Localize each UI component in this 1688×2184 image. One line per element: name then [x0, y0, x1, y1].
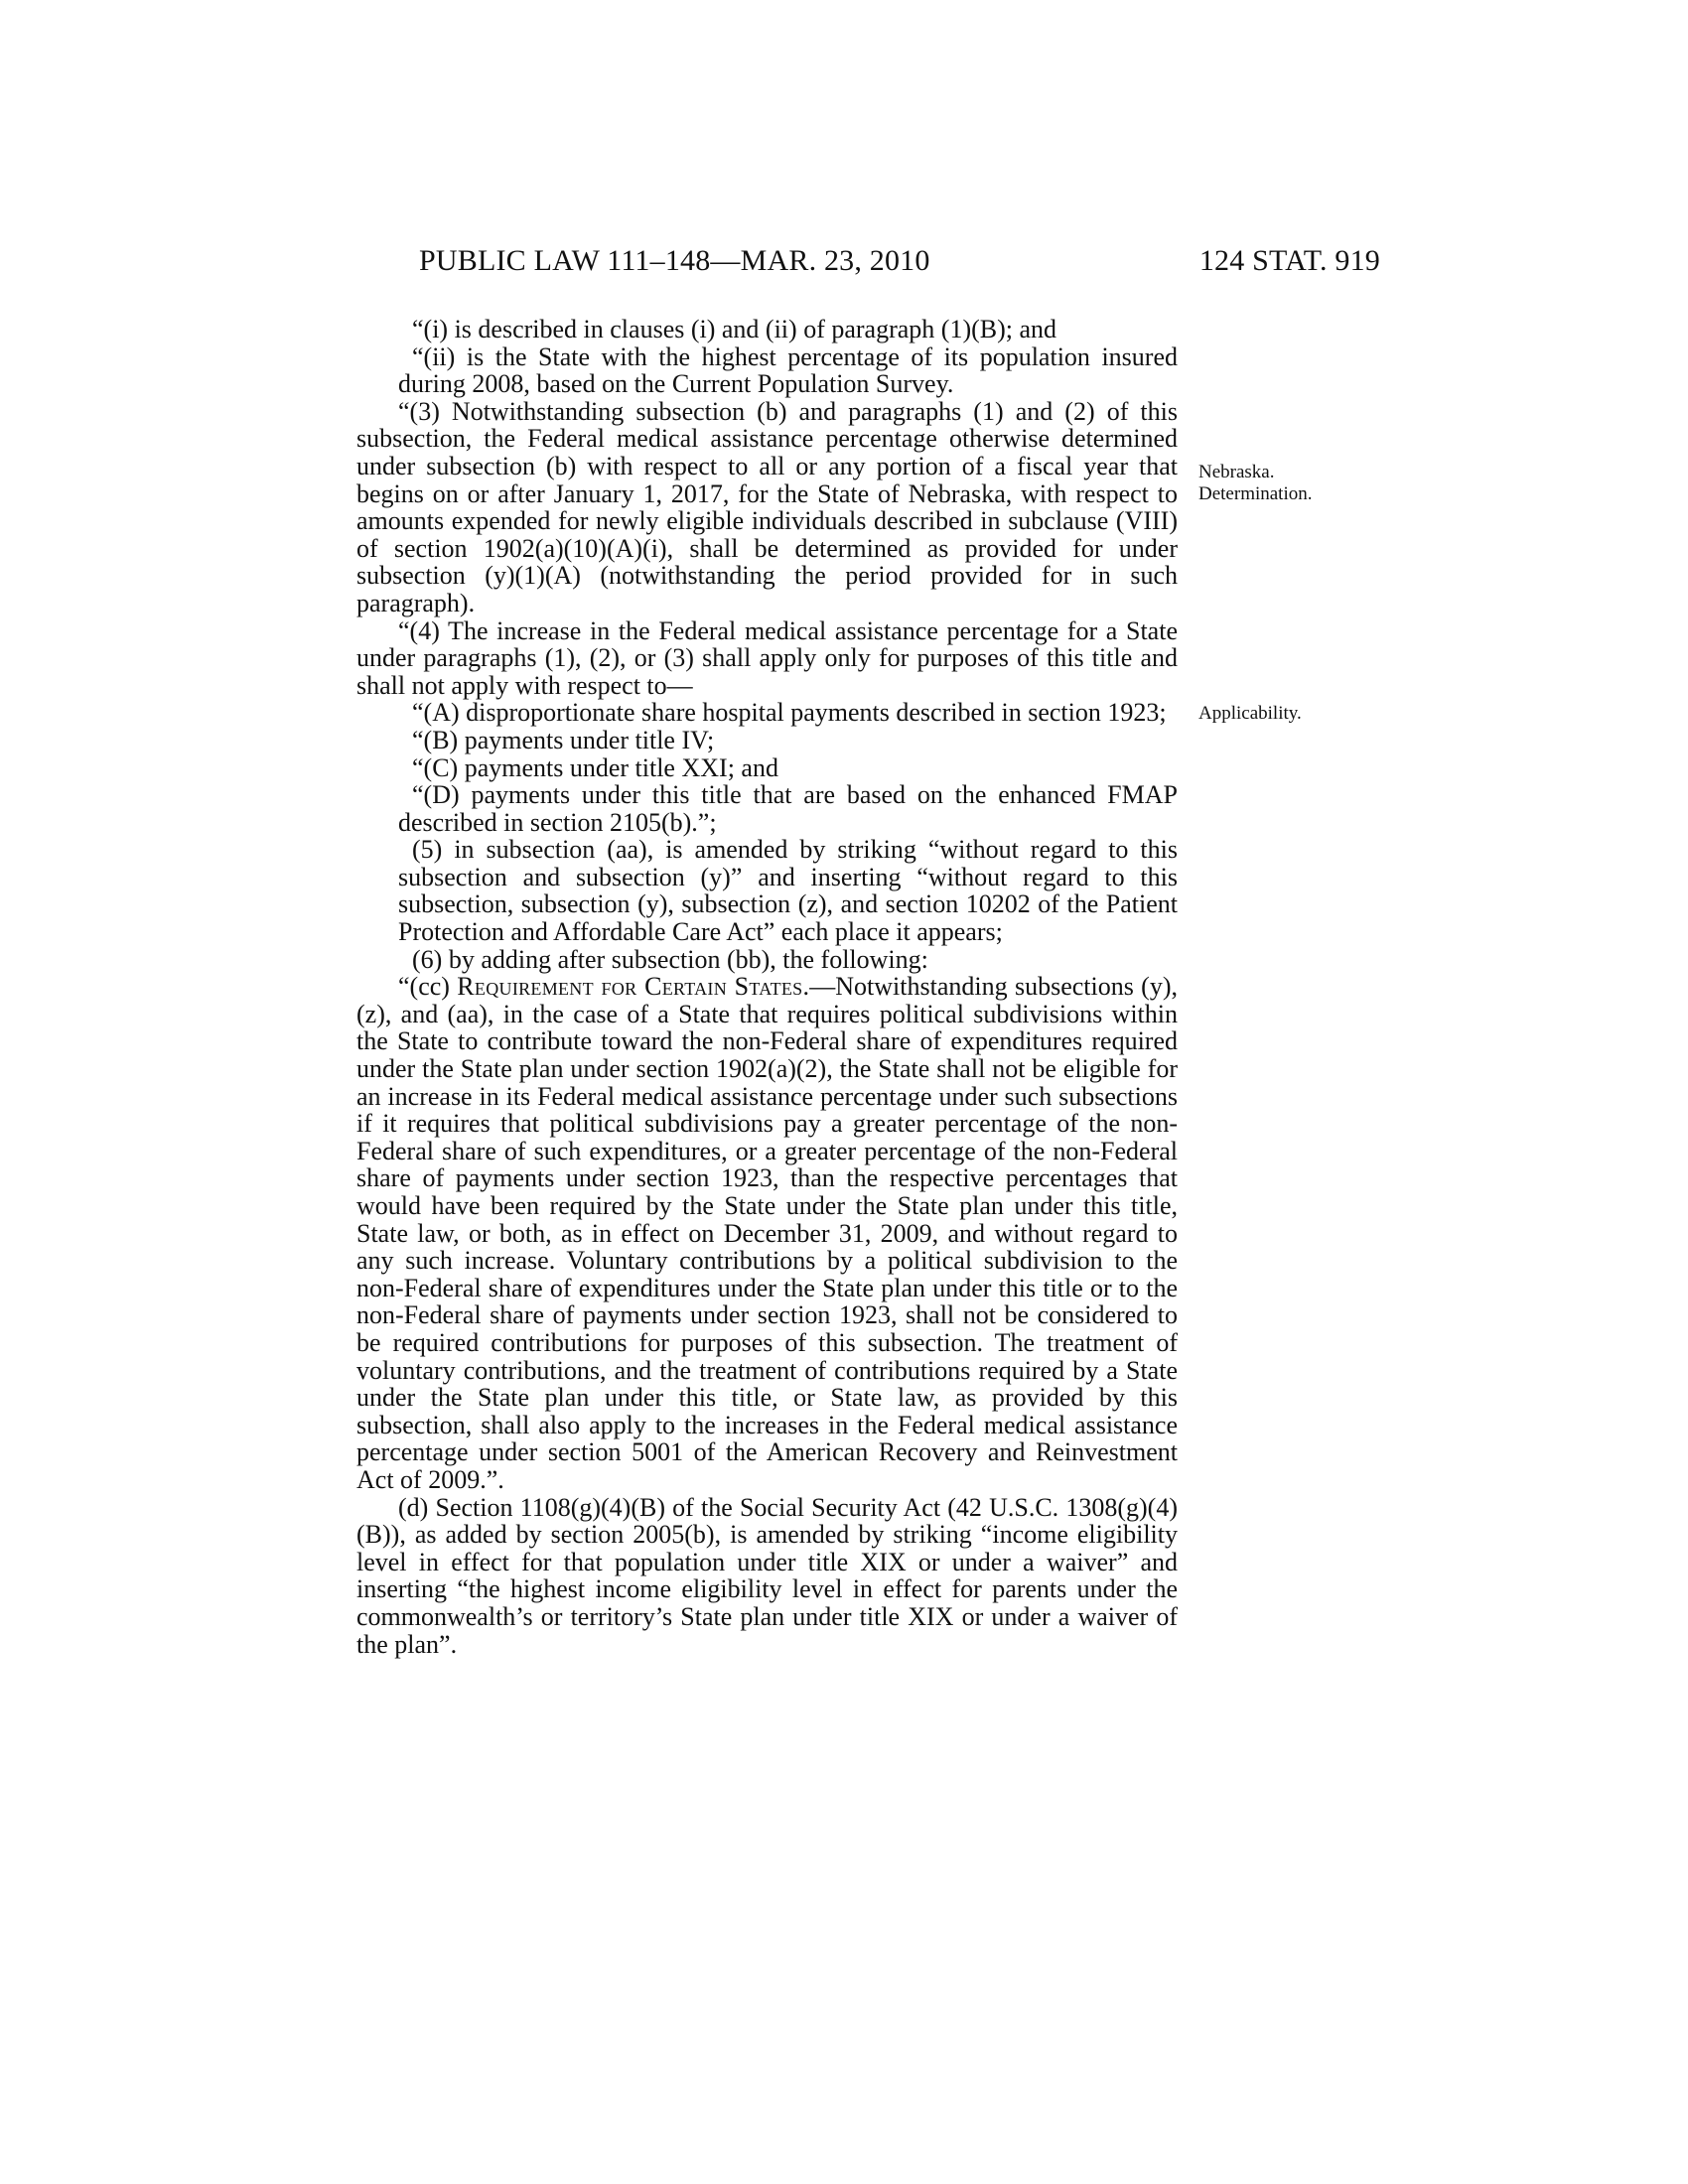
subparagraph-a: “(A) disproportionate share hospital payments described in section 1923;: [412, 698, 1167, 728]
subsection-cc: [356, 973, 1178, 1493]
paragraph-6: (6) by adding after subsection (bb), the following:: [412, 944, 928, 974]
clause-i: “(i) is described in clauses (i) and (ii) of paragraph (1)(B); and: [412, 315, 1057, 343]
statute-page-number: 124 STAT. 919: [1198, 244, 1380, 277]
paragraph-5: (5) in subsection (aa), is amended by striking “without regard to this subsection and subsection (y)” and inserting “without regard to this subsection, subsection (y), subsection (z), and section 10202 of the Patient Protection and Affordable Care Act” each place it appears;: [398, 835, 1178, 947]
subparagraph-d: “(D) payments under this title that are based on the enhanced FMAP described in section 2105(b).”;: [398, 780, 1178, 837]
clause-ii: “(ii) is the State with the highest percentage of its population insured during 2008, based on the Current Population Survey.: [398, 341, 1178, 399]
subsection-cc-text: —Notwithstanding subsections (y), (z), and (aa), in the case of a State that requires political subdivisions within the State to contribute toward the non-Federal share of expenditures required under the State plan under section 1902(a)(2), the State shall not be eligible for an increase in its Federal medical assistance percentage under such subsections if it requires that political subdivisions pay a greater percentage of the non-Federal share of such expenditures, or a greater percentage of the non-Federal share of payments under section 1923, than the respective percentages that would have been required by the State under the State plan under this title, State law, or both, as in effect on December 31, 2009, and without regard to any such increase. Voluntary contributions by a political subdivision to the non-Federal share of expenditures under the State plan under this title or to the non-Federal share of payments under section 1923, shall not be considered to be required contributions for purposes of this subsection. The treatment of voluntary contributions, and the treatment of contributions required by a State under the State plan under this title, or State law, as provided by this subsection, shall also apply to the increases in the Federal medical assistance percentage under section 5001 of the American Recovery and Reinvestment Act of 2009.”.: [356, 972, 1178, 1494]
subparagraph-b: “(B) payments under title IV;: [412, 725, 715, 754]
page-header: [419, 244, 1380, 288]
subsection-cc-heading: Requirement for Certain States.: [457, 972, 810, 1002]
subsection-cc-label: “(cc): [398, 972, 458, 1002]
subparagraph-c: “(C) payments under title XXI; and: [412, 752, 778, 782]
paragraph-4: “(4) The increase in the Federal medical assistance percentage for a State under paragraphs (1), (2), or (3) shall apply only for purposes of this title and shall not apply with respect to—: [356, 615, 1178, 700]
subsection-d: (d) Section 1108(g)(4)(B) of the Social Security Act (42 U.S.C. 1308(g)(4)(B)), as added by section 2005(b), is amended by striking “income eligibility level in effect for that population under title XIX or under a waiver” and inserting “the highest income eligibility level in effect for parents under the commonwealth’s or territory’s State plan under title XIX or under a waiver of the plan”.: [356, 1492, 1178, 1659]
statute-body: [356, 316, 1178, 1658]
public-law-citation: PUBLIC LAW 111–148—MAR. 23, 2010: [419, 244, 930, 277]
margin-note-nebraska: [1198, 462, 1313, 505]
margin-note-determination: Determination.: [1198, 483, 1313, 504]
margin-note-nebraska-line1: Nebraska.: [1198, 462, 1275, 482]
margin-note-applicability: Applicability.: [1198, 703, 1302, 724]
paragraph-3: “(3) Notwithstanding subsection (b) and paragraphs (1) and (2) of this subsection, the Federal medical assistance percentage otherwise determined under subsection (b) with respect to all or any portion of a fiscal year that begins on or after January 1, 2017, for the State of Nebraska, with respect to amounts expended for newly eligible individuals described in subclause (VIII) of section 1902(a)(10)(A)(i), shall be determined as provided for under subsection (y)(1)(A) (notwithstanding the period provided for in such paragraph).: [356, 396, 1178, 617]
